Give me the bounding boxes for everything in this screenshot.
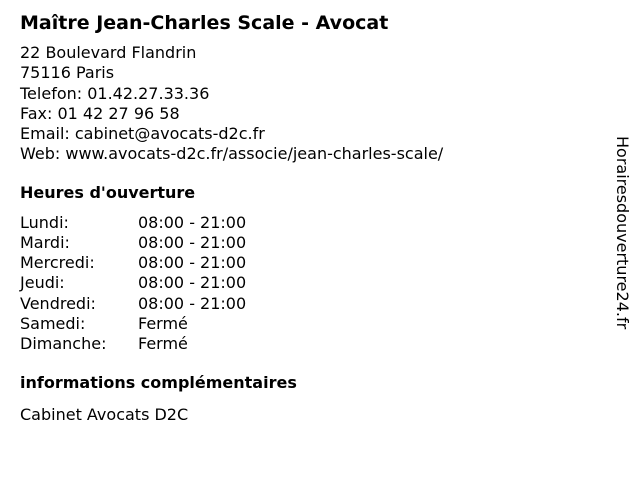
business-card <box>20 10 610 425</box>
hours-row-vendredi <box>20 294 610 314</box>
hours-row-samedi <box>20 314 610 334</box>
day-time: 08:00 - 21:00 <box>138 293 247 313</box>
contact-block <box>20 43 610 165</box>
address-street: 22 Boulevard Flandrin <box>20 43 197 62</box>
hours-row-mercredi <box>20 253 610 273</box>
info-text: Cabinet Avocats D2C <box>20 405 189 425</box>
hours-row-mardi <box>20 233 610 253</box>
fax-line: Fax: 01 42 27 96 58 <box>20 103 180 123</box>
day-label: Mardi: <box>20 232 70 252</box>
page-title: Maître Jean-Charles Scale - Avocat <box>20 12 389 34</box>
day-time: 08:00 - 21:00 <box>138 212 247 232</box>
address-city: 75116 Paris <box>20 63 115 83</box>
hours-row-dimanche <box>20 334 610 354</box>
day-time: Fermé <box>138 313 188 333</box>
hours-table <box>20 213 610 354</box>
phone-line[interactable]: Telefon: 01.42.27.33.36 <box>20 83 210 103</box>
info-title: informations complémentaires <box>20 373 297 393</box>
day-time: 08:00 - 21:00 <box>138 232 247 252</box>
site-watermark: Horairesdouverture24.fr <box>613 136 632 330</box>
day-label: Dimanche: <box>20 334 107 353</box>
day-label: Samedi: <box>20 313 86 333</box>
day-label: Jeudi: <box>20 273 65 293</box>
day-label: Lundi: <box>20 212 69 232</box>
day-time: 08:00 - 21:00 <box>138 273 247 293</box>
email-line[interactable]: Email: cabinet@avocats-d2c.fr <box>20 124 265 144</box>
hours-row-jeudi <box>20 273 610 293</box>
day-label: Mercredi: <box>20 253 95 273</box>
day-label: Vendredi: <box>20 293 96 313</box>
web-line[interactable]: Web: www.avocats-d2c.fr/associe/jean-charles-scale/ <box>20 144 444 164</box>
hours-title: Heures d'ouverture <box>20 182 196 202</box>
hours-row-lundi <box>20 213 610 233</box>
day-time: 08:00 - 21:00 <box>138 253 247 273</box>
day-time: Fermé <box>138 334 188 353</box>
